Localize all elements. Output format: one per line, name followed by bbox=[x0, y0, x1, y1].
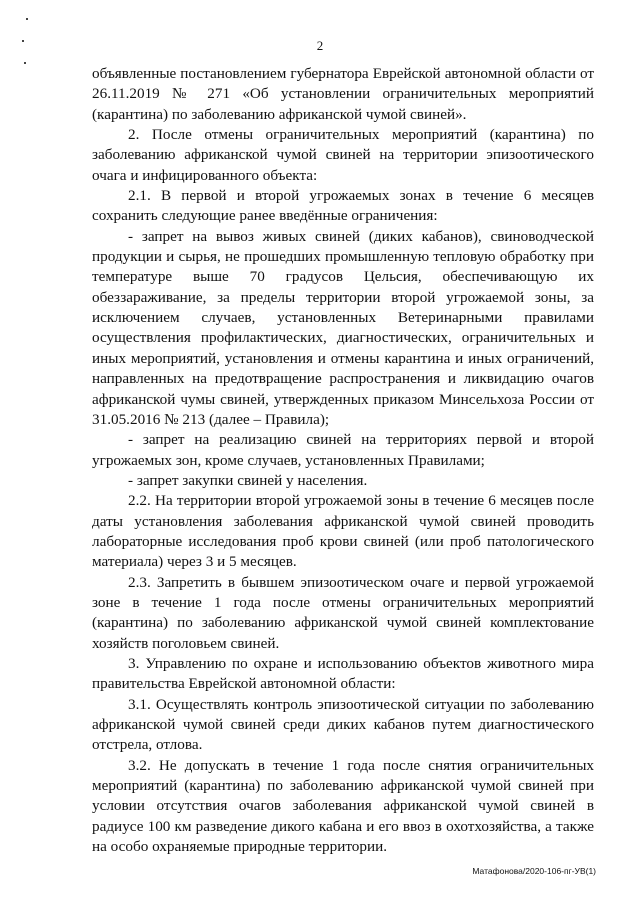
paragraph: 2.1. В первой и второй угрожаемых зонах в течение 6 месяцев сохранить следующие ранее введённые ограничения: bbox=[92, 187, 594, 225]
document-body bbox=[92, 64, 594, 857]
paragraph: 3. Управлению по охране и использованию объектов животного мира правительства Еврейской автономной области: bbox=[92, 654, 594, 693]
paragraph: - запрет закупки свиней у населения. bbox=[128, 471, 368, 489]
scan-speck bbox=[24, 62, 26, 64]
paragraph: 3.1. Осуществлять контроль эпизоотической ситуации по заболеванию африканской чумой свиней среди диких кабанов путем диагностического отстрела, отлова. bbox=[92, 695, 594, 754]
scan-speck bbox=[26, 18, 28, 20]
page-number: 2 bbox=[316, 38, 324, 53]
paragraph: - запрет на вывоз живых свиней (диких кабанов), свиноводческой продукции и сырья, не прошедших промышленную тепловую обработку при температуре выше 70 градусов Цельсия, обеспечивающую их обеззараживание, за пределы территории второй угрожаемой зоны, за исключением случаев, установленных Ветеринарными правилами осуществления профилактических, диагностических, ограничительных и иных мероприятий, установления и отмены карантина и иных ограничений, направленных на предотвращение распространения и ликвидацию очагов африканской чумы свиней, утвержденных приказом Минсельхоза России от 31.05.2016 № 213 (далее – Правила); bbox=[92, 227, 594, 428]
paragraph: 2. После отмены ограничительных мероприятий (карантина) по заболеванию африканской чумой свиней на территории эпизоотического очага и инфицированного объекта: bbox=[92, 126, 594, 184]
paragraph: 2.2. На территории второй угрожаемой зоны в течение 6 месяцев после даты установления заболевания африканской чумой свиней проводить лабораторные исследования проб крови свиней (или проб патологического материала) через 3 и 5 месяцев. bbox=[92, 492, 594, 571]
paragraph: - запрет на реализацию свиней на территориях первой и второй угрожаемых зон, кроме случаев, установленных Правилами; bbox=[92, 431, 594, 469]
paragraph: объявленные постановлением губернатора Еврейской автономной области от 26.11.2019 № 271 «Об установлении ограничительных мероприятий (карантина) по заболеванию африканской чумой свиней». bbox=[92, 65, 594, 123]
document-reference-code: Матафонова/2020-106-пг-УВ(1) bbox=[472, 866, 596, 876]
paragraph: 2.3. Запретить в бывшем эпизоотическом очаге и первой угрожаемой зоне в течение 1 года после отмены ограничительных мероприятий (карантина) по заболеванию африканской чумой свиней комплектование хозяйств поголовьем свиней. bbox=[92, 573, 594, 652]
paragraph: 3.2. Не допускать в течение 1 года после снятия ограничительных мероприятий (карантина) по заболеванию африканской чумой свиней при условии отсутствия очагов заболевания африканской чумой свиней в радиусе 100 км разведение дикого кабана и его ввоз в охотхозяйства, а также на особо охраняемые природные территории. bbox=[92, 756, 594, 856]
